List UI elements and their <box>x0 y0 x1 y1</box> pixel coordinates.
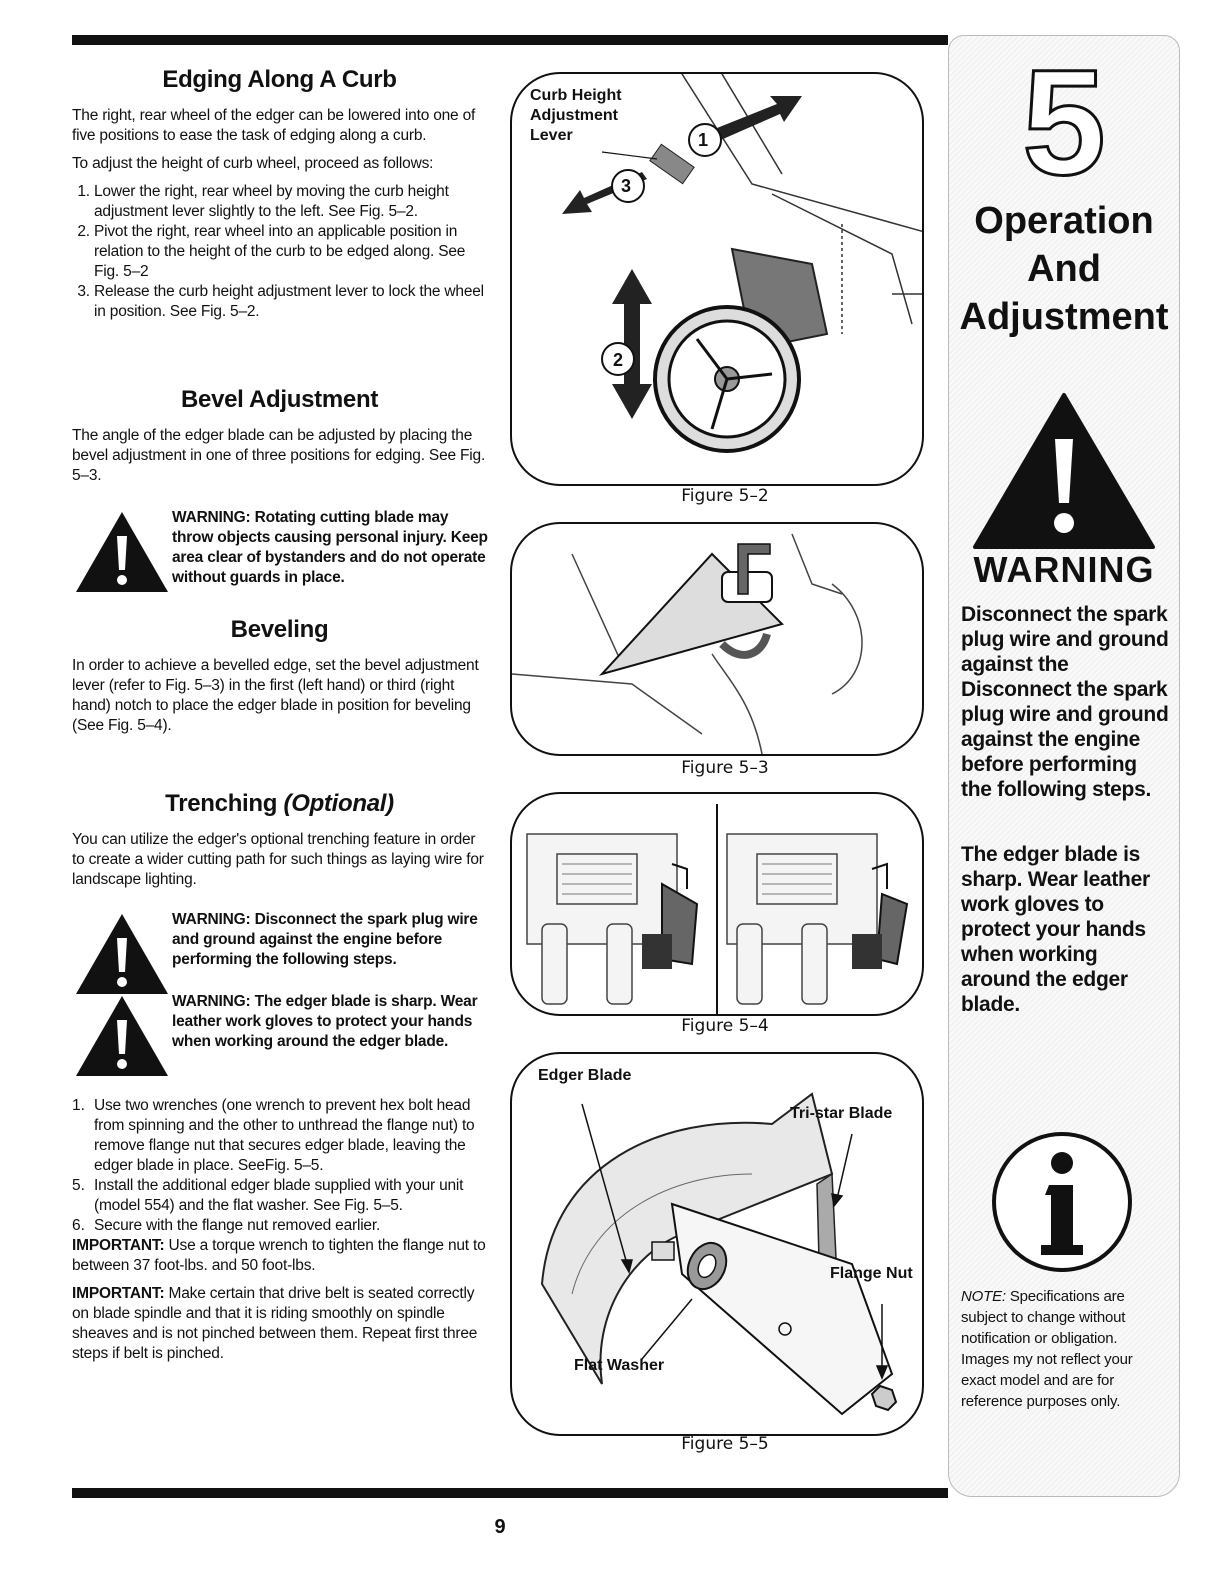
note-label: NOTE: <box>961 1288 1006 1305</box>
list-item <box>72 1216 487 1236</box>
beveling-positions-illustration <box>512 794 922 1014</box>
bevel-warning <box>72 508 487 603</box>
edging-paragraph-2: To adjust the height of curb wheel, proceed as follows: <box>72 155 434 172</box>
warning-triangle-icon <box>72 910 172 998</box>
bevel-lever-illustration <box>512 524 922 754</box>
important-label: IMPORTANT: <box>72 1237 165 1254</box>
callout-1: 1 <box>698 130 709 150</box>
edging-steps <box>72 182 487 322</box>
label-tri-star-blade: Tri-star Blade <box>790 1105 893 1122</box>
trenching-warning-1 <box>72 910 487 990</box>
heading-bevel: Bevel Adjustment <box>180 386 379 413</box>
figure-5-2 <box>510 72 924 486</box>
label-flat-washer: Flat Washer <box>574 1357 665 1374</box>
warning-triangle-icon <box>72 992 172 1080</box>
callout-3: 3 <box>621 176 632 196</box>
step-text: Secure with the flange nut removed earlier. <box>94 1217 381 1234</box>
warning-text: WARNING: The edger blade is sharp. Wear leather work gloves to protect your hands when working around the edger blade. <box>172 993 478 1050</box>
step-number: 6. <box>72 1217 85 1234</box>
bottom-rule <box>72 1488 948 1498</box>
important-text: Use a torque wrench to tighten the flange nut to between 37 foot-lbs. and 50 foot-lbs. <box>72 1237 486 1274</box>
list-item: 1. Lower the right, rear wheel by moving the curb height adjustment lever slightly to the left. See Fig. 5–2. <box>94 182 487 222</box>
edging-paragraph-1: The right, rear wheel of the edger can be lowered into one of five positions to ease the task of edging along a curb. <box>72 107 476 144</box>
important-text: Make certain that drive belt is seated correctly on blade spindle and that it is riding smoothly on spindle sheaves and is not pinched between them. Repeat first three steps if belt is pinched. <box>72 1285 478 1362</box>
important-label: IMPORTANT: <box>72 1285 165 1302</box>
list-item: 3. Release the curb height adjustment lever to lock the wheel in position. See Fig. 5–2. <box>94 282 487 322</box>
heading-trenching <box>72 790 487 818</box>
caption-figure-5-4: Figure 5–4 <box>681 1016 769 1036</box>
list-item <box>72 1176 487 1216</box>
step-text: Use two wrenches (one wrench to prevent hex bolt head from spinning and the other to unthread the flange nut) to remove flange nut that secures edger blade, leaving the edger blade in place. SeeFig. 5–5. <box>94 1097 475 1174</box>
label-flange-nut: Flange Nut <box>830 1265 913 1282</box>
beveling-paragraph: In order to achieve a bevelled edge, set the bevel adjustment lever (refer to Fig. 5–3) in the first (left hand) or third (right hand) notch to place the edger blade in position for beveling (See Fig. 5–4). <box>72 657 479 734</box>
list-item: 2. Pivot the right, rear wheel into an applicable position in relation to the height of the curb to be edged along. See Fig. 5–2 <box>94 222 487 282</box>
list-item <box>72 1096 487 1176</box>
heading-beveling: Beveling <box>230 616 329 643</box>
trenching-title: Trenching <box>165 790 278 817</box>
sidebar-note <box>961 1286 1161 1412</box>
trenching-steps <box>72 1096 487 1372</box>
step-number: 1. <box>72 1097 85 1114</box>
warning-triangle-icon <box>971 391 1157 551</box>
step-number: 5. <box>72 1177 85 1194</box>
label-edger-blade: Edger Blade <box>538 1067 632 1084</box>
bevel-paragraph: The angle of the edger blade can be adjusted by placing the bevel adjustment in one of three positions for edging. See Fig. 5–3. <box>72 427 486 484</box>
chapter-title-line-2: And <box>1027 248 1101 290</box>
section-trenching <box>72 790 487 898</box>
callout-2: 2 <box>613 350 624 370</box>
warning-text: WARNING: Rotating cutting blade may throw objects causing personal injury. Keep area clear of bystanders and do not operate without guards in place. <box>172 509 488 586</box>
section-bevel <box>72 386 487 494</box>
top-rule <box>72 35 948 45</box>
label-curb-height-lever: Curb Height Adjustment Lever <box>530 87 622 144</box>
note-text: Specifications are subject to change without notification or obligation. Images my not reflect your exact model and are for reference purposes only. <box>961 1288 1133 1410</box>
trenching-paragraph: You can utilize the edger's optional trenching feature in order to create a wider cutting path for such things as laying wire for landscape lighting. <box>72 831 484 888</box>
step-text: Install the additional edger blade supplied with your unit (model 554) and the flat washer. See Fig. 5–5. <box>94 1177 464 1214</box>
chapter-number: 5 <box>1022 38 1106 206</box>
important-note-1 <box>72 1236 487 1276</box>
chapter-title-line-3: Adjustment <box>959 296 1169 338</box>
trenching-warning-2 <box>72 992 487 1082</box>
figure-5-4 <box>510 792 924 1016</box>
info-icon <box>989 1129 1135 1275</box>
chapter-sidebar <box>948 35 1180 1497</box>
page-number: 9 <box>494 1516 506 1538</box>
section-edging <box>72 66 487 322</box>
caption-figure-5-2: Figure 5–2 <box>681 486 769 506</box>
caption-figure-5-3: Figure 5–3 <box>681 758 769 778</box>
warning-text: WARNING: Disconnect the spark plug wire and ground against the engine before performing the following steps. <box>172 911 478 968</box>
warning-text-1: Disconnect the spark plug wire and ground against the Disconnect the spark plug wire and ground against the engine before performing the following steps. <box>961 603 1169 801</box>
caption-figure-5-5: Figure 5–5 <box>681 1434 769 1454</box>
warning-heading: WARNING <box>973 549 1155 590</box>
heading-edging: Edging Along A Curb <box>162 66 397 93</box>
warning-text-2: The edger blade is sharp. Wear leather work gloves to protect your hands when working around the edger blade. <box>961 843 1150 1016</box>
figure-5-5 <box>510 1052 924 1436</box>
trenching-optional: (Optional) <box>283 790 394 817</box>
warning-triangle-icon <box>72 508 172 596</box>
important-note-2 <box>72 1284 487 1364</box>
chapter-title-line-1: Operation <box>974 200 1154 242</box>
figure-5-3 <box>510 522 924 756</box>
section-beveling <box>72 616 487 744</box>
